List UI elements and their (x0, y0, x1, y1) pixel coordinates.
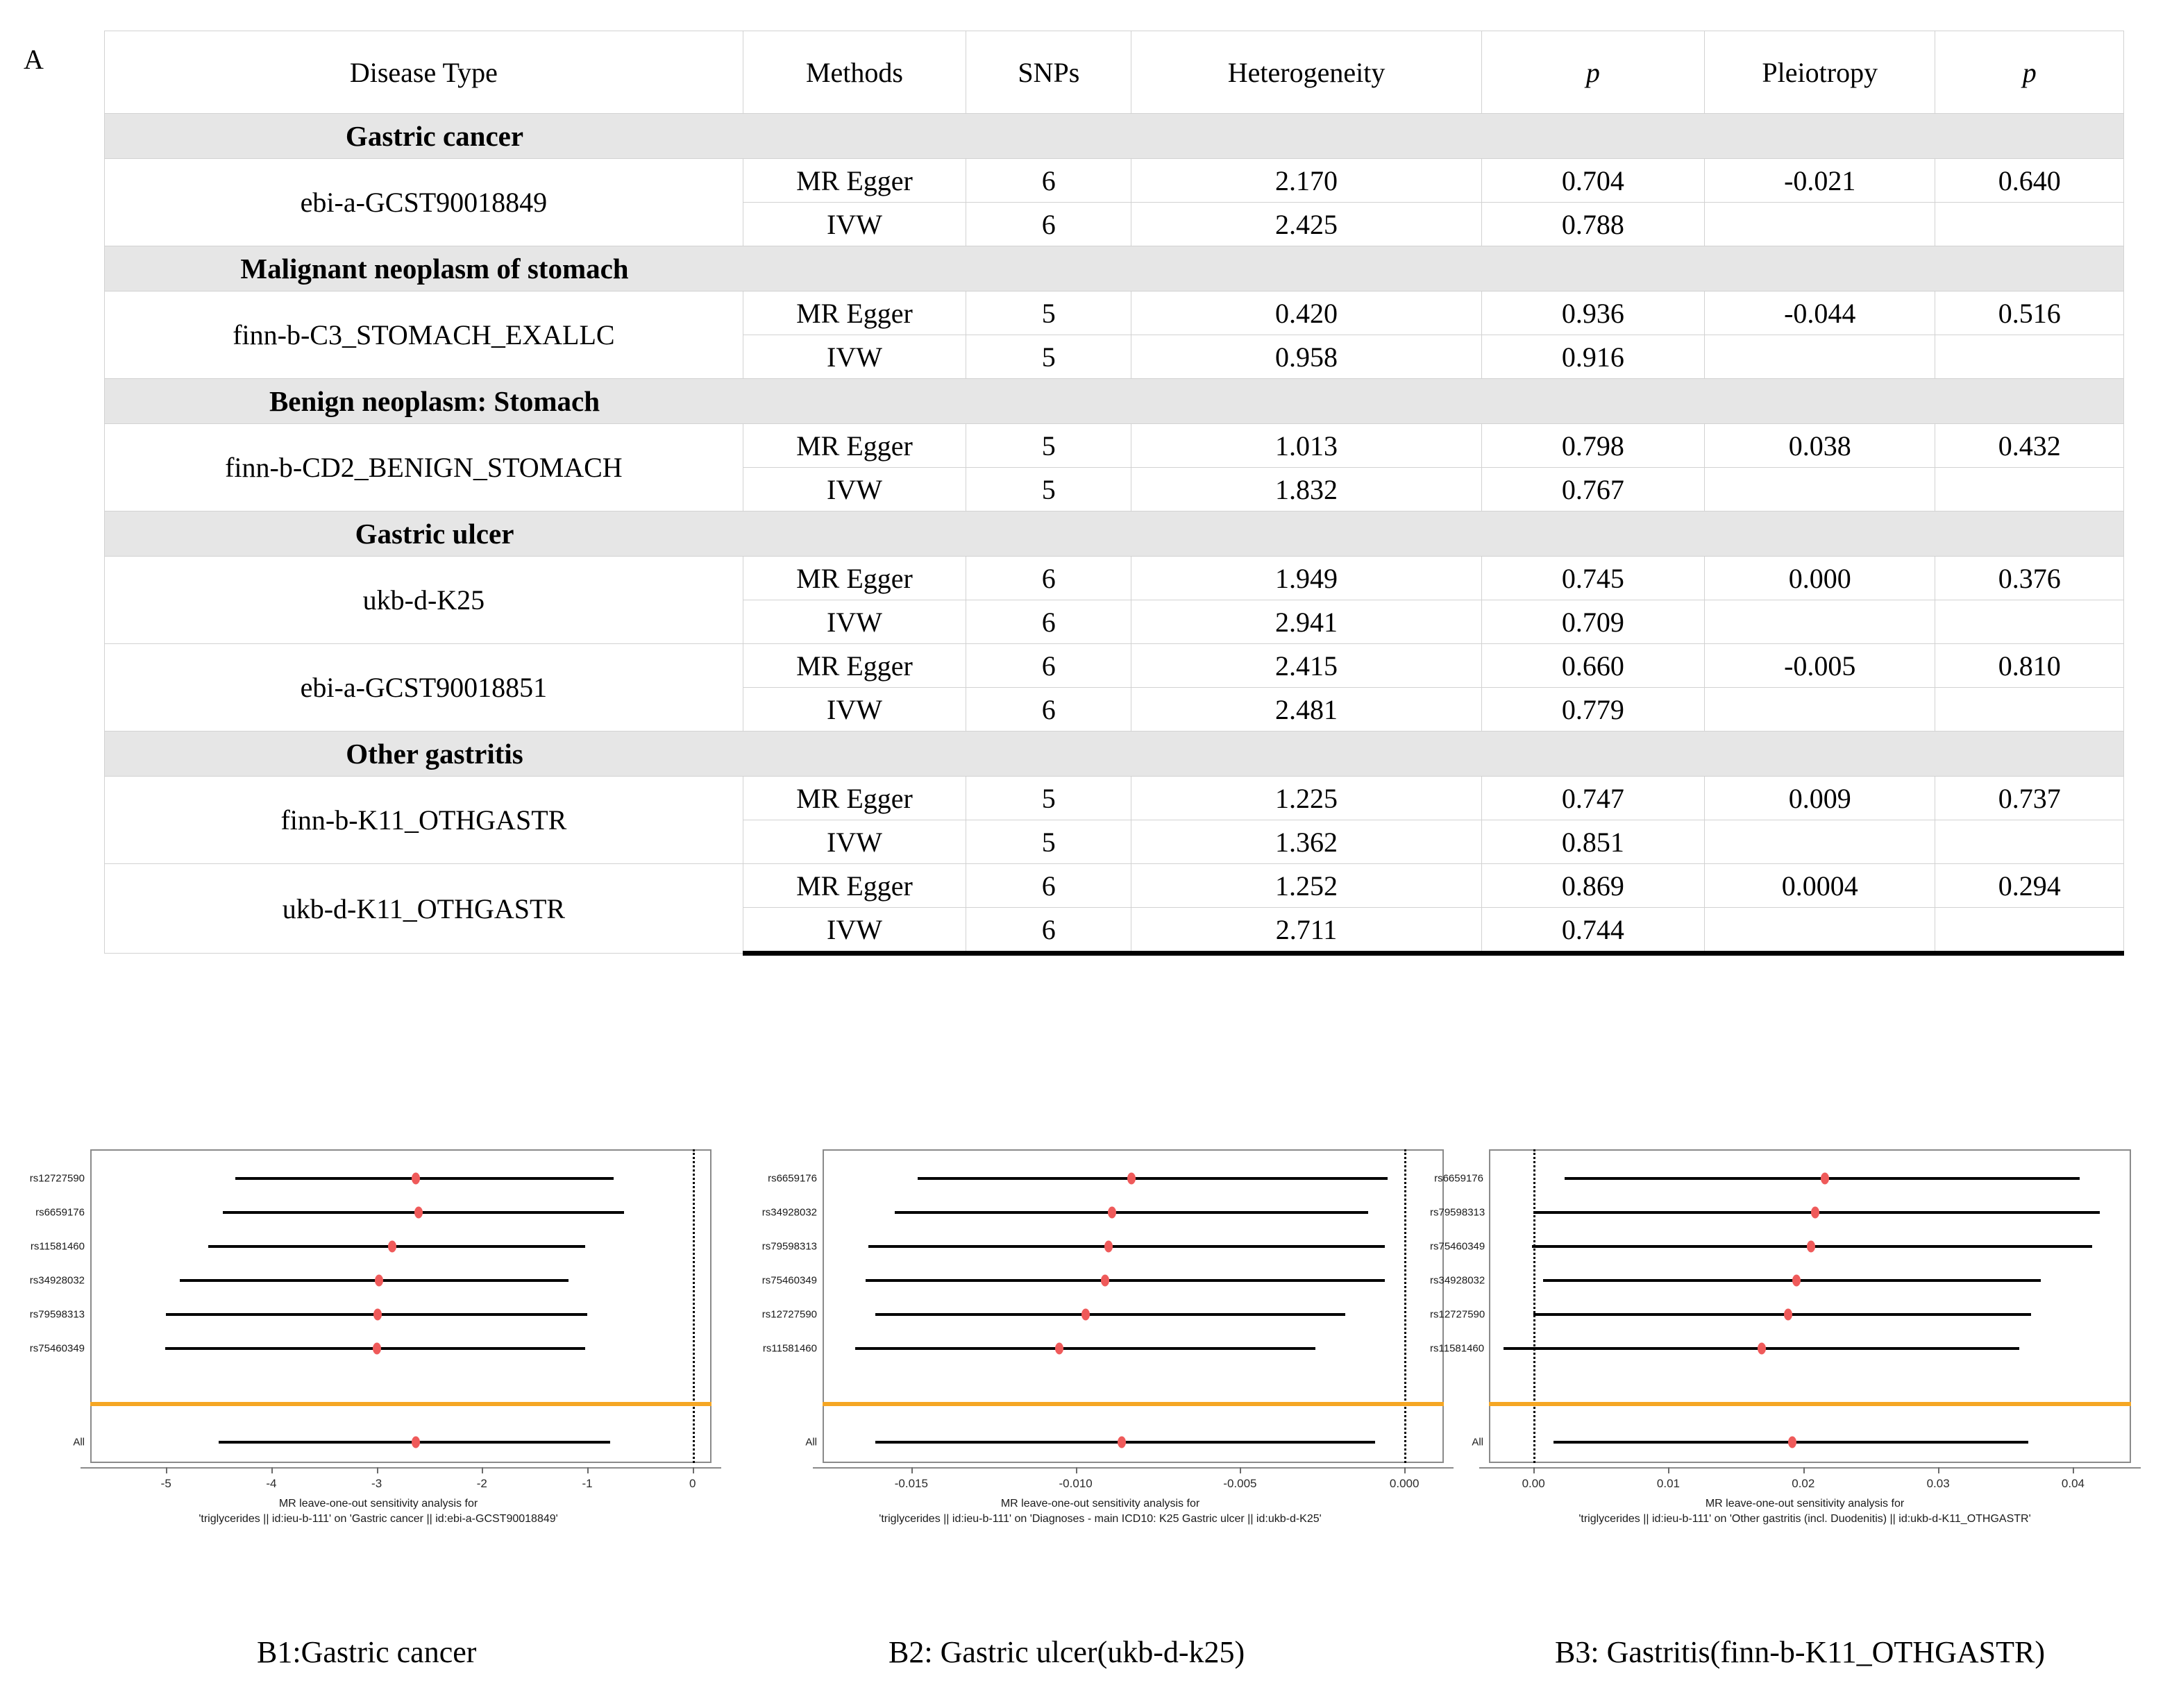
cell-pleio (1705, 600, 1935, 644)
x-axis-tick-label: 0.00 (1522, 1477, 1545, 1490)
x-axis-tick (482, 1467, 483, 1473)
cell-p2 (1935, 908, 2124, 954)
cell-methods: IVW (743, 600, 966, 644)
null-effect-line (693, 1149, 695, 1463)
cell-methods: IVW (743, 908, 966, 954)
group-header-row (105, 246, 2124, 291)
group-title (105, 511, 2124, 557)
plot-frame (1489, 1149, 2131, 1463)
x-axis-tick (1240, 1467, 1241, 1473)
column-header-het: Heterogeneity (1131, 31, 1481, 114)
x-axis-tick-label: -5 (160, 1477, 171, 1490)
cell-het: 0.958 (1131, 335, 1481, 379)
effect-estimate-point (1081, 1309, 1090, 1321)
cell-p2: 0.737 (1935, 777, 2124, 820)
cell-snps: 5 (966, 335, 1131, 379)
summary-separator-line (1489, 1402, 2131, 1406)
effect-estimate-point (1788, 1437, 1796, 1448)
group-title-text: Gastric cancer (345, 120, 524, 152)
cell-pleio: 0.009 (1705, 777, 1935, 820)
table-row (105, 864, 2124, 908)
cell-p1: 0.788 (1481, 203, 1704, 246)
panel-label-b3: B3: Gastritis(finn-b-K11_OTHGASTR) (1555, 1635, 2045, 1669)
x-axis-tick-label: -3 (371, 1477, 382, 1490)
cell-p1: 0.851 (1481, 820, 1704, 864)
cell-methods: IVW (743, 688, 966, 732)
cell-het: 2.425 (1131, 203, 1481, 246)
effect-estimate-point (412, 1437, 420, 1448)
cell-pleio (1705, 820, 1935, 864)
x-axis-tick-label: -4 (266, 1477, 277, 1490)
cell-methods: IVW (743, 820, 966, 864)
column-header-snps: SNPs (966, 31, 1131, 114)
cell-methods: IVW (743, 468, 966, 511)
cell-het: 1.252 (1131, 864, 1481, 908)
plot-caption (1430, 1496, 2180, 1526)
cell-p1: 0.767 (1481, 468, 1704, 511)
snp-label: rs12727590 (761, 1308, 817, 1321)
snp-label: rs75460349 (761, 1274, 817, 1287)
x-axis-tick-label: 0 (689, 1477, 696, 1490)
cell-pleio (1705, 335, 1935, 379)
effect-estimate-point (1108, 1207, 1116, 1219)
column-header-pleio: Pleiotropy (1705, 31, 1935, 114)
x-axis-tick (1076, 1467, 1077, 1473)
cell-pleio (1705, 688, 1935, 732)
cell-methods: MR Egger (743, 644, 966, 688)
x-axis-tick (166, 1467, 167, 1473)
snp-label: rs34928032 (761, 1206, 817, 1219)
study-id-cell: ebi-a-GCST90018851 (105, 644, 743, 732)
plot-caption-title: MR leave-one-out sensitivity analysis for (1705, 1498, 1905, 1510)
cell-p1: 0.779 (1481, 688, 1704, 732)
cell-pleio (1705, 468, 1935, 511)
cell-p1: 0.660 (1481, 644, 1704, 688)
cell-pleio: -0.021 (1705, 159, 1935, 203)
forest-plot-b1 (28, 1123, 729, 1609)
cell-snps: 6 (966, 644, 1131, 688)
x-axis-tick (2073, 1467, 2074, 1473)
snp-label: All (805, 1436, 817, 1448)
plot-frame (823, 1149, 1444, 1463)
group-title-text: Other gastritis (346, 738, 523, 770)
column-header-p2: p (1935, 31, 2124, 114)
cell-p2: 0.810 (1935, 644, 2124, 688)
cell-methods: IVW (743, 335, 966, 379)
x-axis-tick-label: -0.015 (894, 1477, 928, 1490)
forest-plot-b2 (750, 1123, 1451, 1609)
confidence-interval-line (895, 1211, 1368, 1214)
table-header (105, 31, 2124, 114)
mr-sensitivity-table-container (104, 31, 2124, 956)
snp-label: rs11581460 (30, 1240, 85, 1253)
table-row (105, 644, 2124, 688)
effect-estimate-point (1758, 1343, 1766, 1355)
x-axis-tick (911, 1467, 913, 1473)
table-row (105, 557, 2124, 600)
cell-p2: 0.294 (1935, 864, 2124, 908)
cell-snps: 5 (966, 468, 1131, 511)
snp-label: All (73, 1436, 85, 1448)
group-header-row (105, 732, 2124, 777)
cell-methods: MR Egger (743, 557, 966, 600)
cell-snps: 6 (966, 600, 1131, 644)
cell-p2 (1935, 820, 2124, 864)
cell-p2: 0.376 (1935, 557, 2124, 600)
cell-p1: 0.745 (1481, 557, 1704, 600)
plot-caption-subtitle: 'triglycerides || id:ieu-b-111' on 'Other gastritis (incl. Duodenitis) || id:ukb-d-K11_OTHGASTR' (1578, 1512, 2031, 1525)
cell-p2: 0.516 (1935, 291, 2124, 335)
effect-estimate-point (388, 1241, 396, 1253)
confidence-interval-line (875, 1313, 1345, 1316)
effect-estimate-point (1811, 1207, 1819, 1219)
cell-p2 (1935, 335, 2124, 379)
panel-labels-row (0, 1634, 2181, 1690)
snp-label: rs34928032 (1430, 1274, 1485, 1287)
cell-pleio: 0.038 (1705, 424, 1935, 468)
plot-caption-subtitle: 'triglycerides || id:ieu-b-111' on 'Gastric cancer || id:ebi-a-GCST90018849' (199, 1512, 558, 1525)
snp-label: rs12727590 (29, 1172, 85, 1185)
x-axis-line (813, 1467, 1454, 1469)
cell-snps: 6 (966, 908, 1131, 954)
confidence-interval-line (866, 1279, 1385, 1282)
x-axis-tick-label: -1 (582, 1477, 593, 1490)
cell-pleio: -0.005 (1705, 644, 1935, 688)
effect-estimate-point (1118, 1437, 1126, 1448)
snp-label: rs75460349 (1430, 1240, 1485, 1253)
group-title-text: Benign neoplasm: Stomach (269, 385, 600, 417)
cell-p1: 0.916 (1481, 335, 1704, 379)
cell-methods: MR Egger (743, 291, 966, 335)
cell-snps: 6 (966, 688, 1131, 732)
cell-snps: 6 (966, 557, 1131, 600)
group-header-row (105, 114, 2124, 159)
snp-label: rs6659176 (768, 1172, 817, 1185)
snp-label: rs12727590 (1430, 1308, 1485, 1321)
x-axis-tick (587, 1467, 589, 1473)
x-axis-tick (377, 1467, 378, 1473)
confidence-interval-line (223, 1211, 624, 1214)
cell-het: 2.711 (1131, 908, 1481, 954)
effect-estimate-point (1807, 1241, 1815, 1253)
study-id-cell: finn-b-K11_OTHGASTR (105, 777, 743, 864)
null-effect-line (1533, 1149, 1535, 1463)
group-header-row (105, 379, 2124, 424)
snp-label: rs79598313 (29, 1308, 85, 1321)
cell-methods: MR Egger (743, 864, 966, 908)
null-effect-line (1404, 1149, 1406, 1463)
plot-frame (90, 1149, 711, 1463)
cell-het: 2.170 (1131, 159, 1481, 203)
study-id-cell: finn-b-CD2_BENIGN_STOMACH (105, 424, 743, 511)
x-axis-tick (1404, 1467, 1406, 1473)
panel-label-b1: B1:Gastric cancer (257, 1635, 477, 1669)
group-title (105, 246, 2124, 291)
study-id-cell: finn-b-C3_STOMACH_EXALLC (105, 291, 743, 379)
cell-p2 (1935, 688, 2124, 732)
cell-methods: IVW (743, 203, 966, 246)
snp-label: rs79598313 (761, 1240, 817, 1253)
forest-plot-b3 (1430, 1123, 2180, 1609)
cell-methods: MR Egger (743, 424, 966, 468)
snp-label: rs34928032 (29, 1274, 85, 1287)
cell-p1: 0.869 (1481, 864, 1704, 908)
cell-pleio: 0.0004 (1705, 864, 1935, 908)
cell-p1: 0.747 (1481, 777, 1704, 820)
effect-estimate-point (412, 1173, 420, 1185)
snp-label: rs11581460 (1430, 1342, 1485, 1355)
x-axis-tick (1803, 1467, 1805, 1473)
effect-estimate-point (1104, 1241, 1113, 1253)
table-body (105, 114, 2124, 954)
cell-snps: 5 (966, 777, 1131, 820)
cell-het: 2.941 (1131, 600, 1481, 644)
cell-snps: 5 (966, 424, 1131, 468)
cell-pleio (1705, 203, 1935, 246)
group-header-row (105, 511, 2124, 557)
table-row (105, 424, 2124, 468)
plot-caption-title: MR leave-one-out sensitivity analysis for (278, 1498, 478, 1510)
snp-label: rs79598313 (1430, 1206, 1485, 1219)
plot-caption (750, 1496, 1451, 1526)
study-id-cell: ebi-a-GCST90018849 (105, 159, 743, 246)
column-header-p1: p (1481, 31, 1704, 114)
cell-snps: 5 (966, 820, 1131, 864)
table-row (105, 159, 2124, 203)
mr-sensitivity-table (104, 31, 2124, 956)
confidence-interval-line (918, 1177, 1388, 1180)
column-header-methods: Methods (743, 31, 966, 114)
effect-estimate-point (414, 1207, 423, 1219)
x-axis-tick-label: -2 (476, 1477, 487, 1490)
group-title (105, 114, 2124, 159)
x-axis-tick-label: 0.04 (2061, 1477, 2085, 1490)
x-axis-line (1479, 1467, 2141, 1469)
cell-pleio (1705, 908, 1935, 954)
table-header-row (105, 31, 2124, 114)
cell-p2 (1935, 203, 2124, 246)
confidence-interval-line (235, 1177, 614, 1180)
table-row (105, 291, 2124, 335)
snp-label: rs75460349 (29, 1342, 85, 1355)
cell-p1: 0.744 (1481, 908, 1704, 954)
cell-pleio: 0.000 (1705, 557, 1935, 600)
panel-label-b2: B2: Gastric ulcer(ukb-d-k25) (889, 1635, 1245, 1669)
effect-estimate-point (1127, 1173, 1136, 1185)
x-axis-tick (271, 1467, 273, 1473)
effect-estimate-point (1101, 1275, 1109, 1287)
cell-snps: 6 (966, 159, 1131, 203)
cell-p1: 0.936 (1481, 291, 1704, 335)
study-id-cell: ukb-d-K11_OTHGASTR (105, 864, 743, 954)
effect-estimate-point (1784, 1309, 1792, 1321)
cell-p2 (1935, 600, 2124, 644)
cell-het: 0.420 (1131, 291, 1481, 335)
cell-p2: 0.432 (1935, 424, 2124, 468)
confidence-interval-line (1533, 1313, 2031, 1316)
x-axis-tick (1938, 1467, 1939, 1473)
panel-letter-a: A (24, 44, 44, 75)
cell-methods: MR Egger (743, 777, 966, 820)
table-row (105, 777, 2124, 820)
x-axis-line (81, 1467, 721, 1469)
group-title (105, 732, 2124, 777)
x-axis-tick-label: 0.000 (1389, 1477, 1420, 1490)
cell-snps: 5 (966, 291, 1131, 335)
group-title-text: Malignant neoplasm of stomach (240, 253, 629, 285)
confidence-interval-line (208, 1245, 585, 1248)
effect-estimate-point (1792, 1275, 1801, 1287)
cell-p1: 0.709 (1481, 600, 1704, 644)
cell-het: 1.832 (1131, 468, 1481, 511)
cell-p2: 0.640 (1935, 159, 2124, 203)
cell-het: 1.949 (1131, 557, 1481, 600)
cell-snps: 6 (966, 203, 1131, 246)
x-axis-tick (1533, 1467, 1535, 1473)
snp-label: rs6659176 (1434, 1172, 1483, 1185)
x-axis-tick-label: -0.005 (1223, 1477, 1257, 1490)
snp-label: rs6659176 (35, 1206, 85, 1219)
x-axis-tick-label: 0.02 (1792, 1477, 1815, 1490)
effect-estimate-point (1055, 1343, 1063, 1355)
x-axis-tick (693, 1467, 694, 1473)
forest-plots-container (0, 1123, 2181, 1609)
cell-methods: MR Egger (743, 159, 966, 203)
effect-estimate-point (1821, 1173, 1829, 1185)
confidence-interval-line (855, 1347, 1315, 1350)
x-axis-tick-label: -0.010 (1059, 1477, 1093, 1490)
cell-p1: 0.704 (1481, 159, 1704, 203)
cell-het: 1.225 (1131, 777, 1481, 820)
x-axis-tick (1668, 1467, 1669, 1473)
cell-het: 1.362 (1131, 820, 1481, 864)
effect-estimate-point (373, 1343, 381, 1355)
summary-separator-line (823, 1402, 1444, 1406)
plot-caption (28, 1496, 729, 1526)
snp-label: rs11581460 (762, 1342, 817, 1355)
effect-estimate-point (373, 1309, 382, 1321)
cell-p2 (1935, 468, 2124, 511)
cell-snps: 6 (966, 864, 1131, 908)
summary-separator-line (90, 1402, 711, 1406)
cell-het: 1.013 (1131, 424, 1481, 468)
study-id-cell: ukb-d-K25 (105, 557, 743, 644)
x-axis-tick-label: 0.03 (1926, 1477, 1950, 1490)
cell-het: 2.481 (1131, 688, 1481, 732)
cell-p1: 0.798 (1481, 424, 1704, 468)
snp-label: All (1472, 1436, 1483, 1448)
column-header-disease: Disease Type (105, 31, 743, 114)
group-title-text: Gastric ulcer (355, 518, 514, 550)
x-axis-tick-label: 0.01 (1656, 1477, 1680, 1490)
cell-het: 2.415 (1131, 644, 1481, 688)
plot-caption-subtitle: 'triglycerides || id:ieu-b-111' on 'Diagnoses - main ICD10: K25 Gastric ulcer || id:ukb-d-K25' (879, 1512, 1322, 1525)
plot-caption-title: MR leave-one-out sensitivity analysis for (1000, 1498, 1200, 1510)
group-title (105, 379, 2124, 424)
cell-pleio: -0.044 (1705, 291, 1935, 335)
confidence-interval-line (868, 1245, 1384, 1248)
effect-estimate-point (375, 1275, 383, 1287)
